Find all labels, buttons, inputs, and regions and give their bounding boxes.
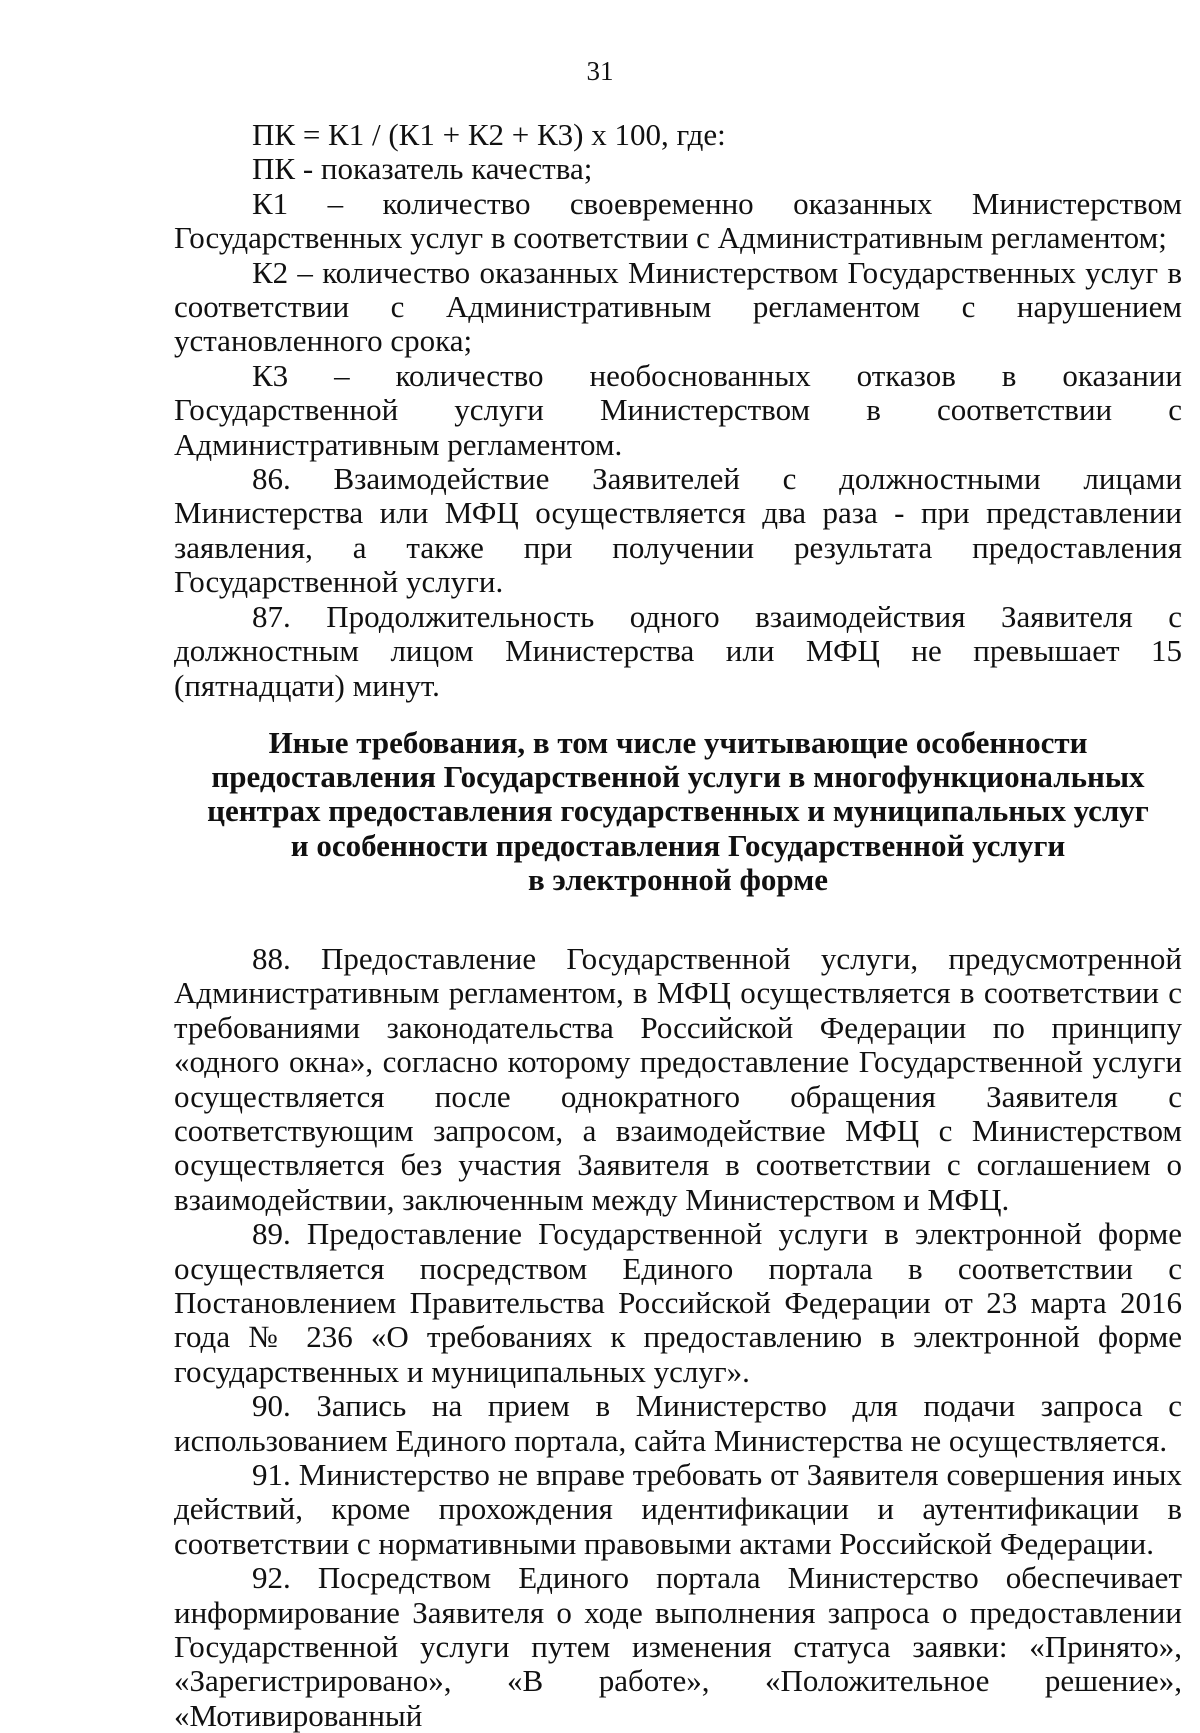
definition-pk: ПК - показатель качества; [252, 151, 593, 187]
document-body [174, 118, 1182, 1733]
paragraph-91: 91. Министерство не вправе требовать от Заявителя совершения иных действий, кроме прохождения идентификации и аутентификации в соответствии с нормативными правовыми актами Российской Федерации. [174, 1457, 1182, 1561]
paragraph-92: 92. Посредством Единого портала Министерство обеспечивает информирование Заявителя о ходе выполнения запроса о предоставлении Государственной услуги путем изменения статуса заявки: «Принято», «Зарегистрировано», «В работе», «Положительное решение», «Мотивированный [174, 1560, 1182, 1733]
paragraph-88: 88. Предоставление Государственной услуги, предусмотренной Административным регламентом, в МФЦ осуществляется в соответствии с требованиями законодательства Российской Федерации по принципу «одного окна», согласно которому предоставление Государственной услуги осуществляется после однократного обращения Заявителя с соответствующим запросом, а взаимодействие МФЦ с Министерством осуществляется без участия Заявителя в соответствии с соглашением о взаимодействии, заключенным между Министерством и МФЦ. [174, 940, 1182, 1217]
paragraph-90: 90. Запись на прием в Министерство для подачи запроса с использованием Единого портала, сайта Министерства не осуществляется. [174, 1388, 1182, 1458]
definition-k2: К2 – количество оказанных Министерством Государственных услуг в соответствии с Административным регламентом с нарушением установленного срока; [174, 254, 1182, 359]
paragraph-89: 89. Предоставление Государственной услуги в электронной форме осуществляется посредством Единого портала в соответствии с Постановлением Правительства Российской Федерации от 23 марта 2016 года № 236 «О требованиях к предоставлению в электронной форме государственных и муниципальных услуг». [174, 1216, 1182, 1389]
definition-k3: К3 – количество необоснованных отказов в оказании Государственной услуги Министерством в соответствии с Административным регламентом. [174, 357, 1182, 462]
heading-line: предоставления Государственной услуги в многофункциональных [211, 759, 1145, 795]
paragraph-86: 86. Взаимодействие Заявителей с должностными лицами Министерства или МФЦ осуществляется два раза - при представлении заявления, а также при получении результата предоставления Государственной услуги. [174, 461, 1182, 600]
section-heading [174, 726, 1182, 897]
definition-k1: К1 – количество своевременно оказанных Министерством Государственных услуг в соответствии с Административным регламентом; [174, 185, 1182, 256]
heading-line: в электронной форме [527, 861, 829, 897]
heading-line: и особенности предоставления Государственной услуги [290, 827, 1066, 863]
page-number: 31 [586, 56, 614, 86]
formula-line: ПК = К1 / (К1 + К2 + К3) х 100, где: [252, 117, 726, 152]
paragraph-87: 87. Продолжительность одного взаимодействия Заявителя с должностным лицом Министерства или МФЦ не превышает 15 (пятнадцати) минут. [174, 598, 1182, 703]
heading-line: центрах предоставления государственных и муниципальных услуг [207, 793, 1149, 829]
heading-line: Иные требования, в том числе учитывающие особенности [268, 724, 1088, 760]
